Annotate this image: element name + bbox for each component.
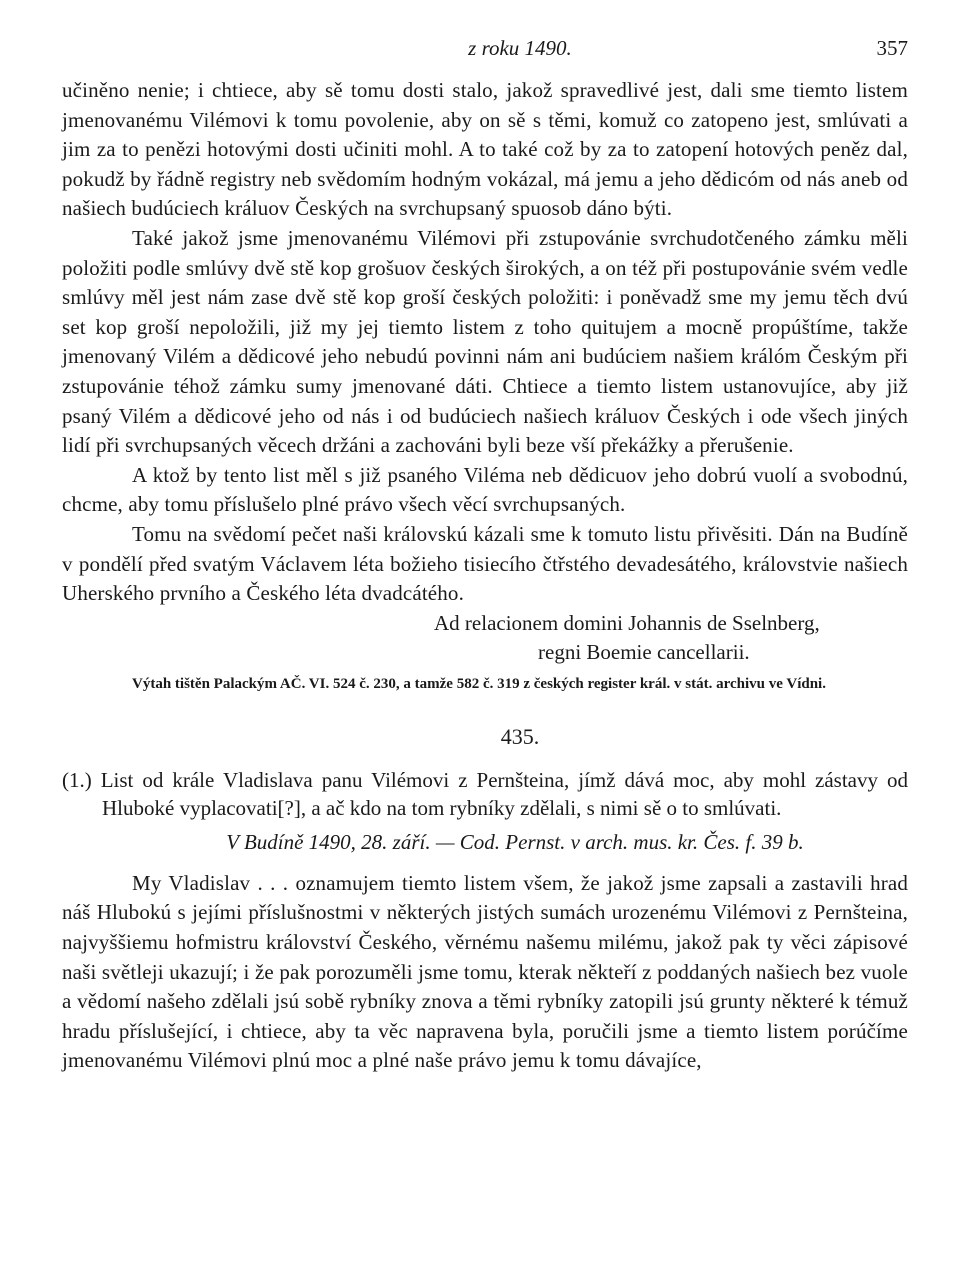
- document-regest: (1.) List od krále Vladislava panu Vilémovi z Pernšteina, jímž dává moc, aby mohl zástavy od Hluboké vyplacovati[?], a ač kdo na tom rybníky zdělali, s nimi sě o to smlúvati.: [62, 767, 908, 821]
- paragraph-seal-clause: Tomu na svědomí pečet naši královskú kázali sme k tomuto listu přivěsiti. Dán na Budíně v pondělí před svatým Václavem léta božieho tisiecího čtřstého devadesátého, královstvie našiech Uherského prvního a Českého léta dvadcátého.: [62, 521, 908, 606]
- paragraph-payment: Také jakož jsme jmenovanému Vilémovi při zstupovánie svrchudotčeného zámku měli položiti podle smlúvy dvě stě kop grošuov českých širokých, a on též při postupovánie svém vedle smlúvy měl jest nám zase dvě stě kop groší českých položiti: i poněvadž sme my jemu těch dvú set kop groší nepoložili, již my jej tiemto listem z toho quitujem a mocně propúštíme, takže jmenovaný Vilém a dědicové jeho nebudú povinni nám ani budúciem našiem králóm Českým při zstupovánie téhož zámku sumy jmenované dáti. Chtiece a tiemto listem ustanovujíce, aby již psaný Vilém a dědicové jeho od nás i od budúciech našiech králuov Českých i ode všech jiných lidí při svrchupsaných věcech držáni a zachováni byli beze vší překážky a přerušenie.: [62, 225, 908, 458]
- document-text: My Vladislav . . . oznamujem tiemto listem všem, že jakož jsme zapsali a zastavili hrad náš Hlubokú s jejími příslušnostmi v některých jistých sumách urozenému Vilémovi z Pernšteina, najvyššiemu hofmistru království Českého, věrnému našemu milému, jakož pak ty věci zápisové naši světleji ukazují; i že pak porozuměli jsme tomu, kterak někteří z poddaných našiech bez vuole a vědomí našeho zdělali jsú sobě rybníky znova a těmi rybníky zatopili jsú grunty některé k témuž hradu příslušející, i chtiece, aby ta věc napravena byla, poručili jsme a tiemto listem porúčíme jmenovanému Vilémovi plnú moc a plné naše právo jemu k tomu dávajíce,: [62, 870, 908, 1073]
- book-page: [62, 36, 908, 1076]
- document-number: 435.: [500, 723, 540, 749]
- paragraph-continuation: učiněno nenie; i chtiece, aby sě tomu dosti stalo, jakož spravedlivé jest, dali sme tiemto listem jmenovanému Vilémovi k tomu povolenie, aby on sě s těmi, komuž co zatopeno jest, smlúvati a jim za to penězi hotovými dosti učiniti mohl. A to také což by za to zatopení hotových peněz dal, pokudž by řádně registry neb svědomím hodným vokázal, má jemu a jeho dědicóm od nás aneb od našiech budúciech králuov Českých na svrchupsaný spuosob dáno býti.: [62, 78, 908, 221]
- page-header: [62, 36, 908, 76]
- document-dateline: V Budíně 1490, 28. září. — Cod. Pernst. v arch. mus. kr. Čes. f. 39 b.: [226, 829, 804, 854]
- relation-line-2: regni Boemie cancellarii.: [538, 640, 750, 665]
- running-title: z roku 1490.: [468, 36, 572, 60]
- page-number: 357: [876, 36, 908, 60]
- relation-line-1: Ad relacionem domini Johannis de Sselnberg,: [434, 610, 820, 635]
- source-note: Výtah tištěn Palackým AČ. VI. 524 č. 230, a tamže 582 č. 319 z českých register král. v stát. archivu ve Vídni.: [132, 675, 826, 692]
- paragraph-holder-clause: A ktož by tento list měl s již psaného Viléma neb dědicuov jeho dobrú vuolí a svobodnú, chcme, aby tomu příslušelo plné právo všech věcí svrchupsaných.: [62, 462, 908, 517]
